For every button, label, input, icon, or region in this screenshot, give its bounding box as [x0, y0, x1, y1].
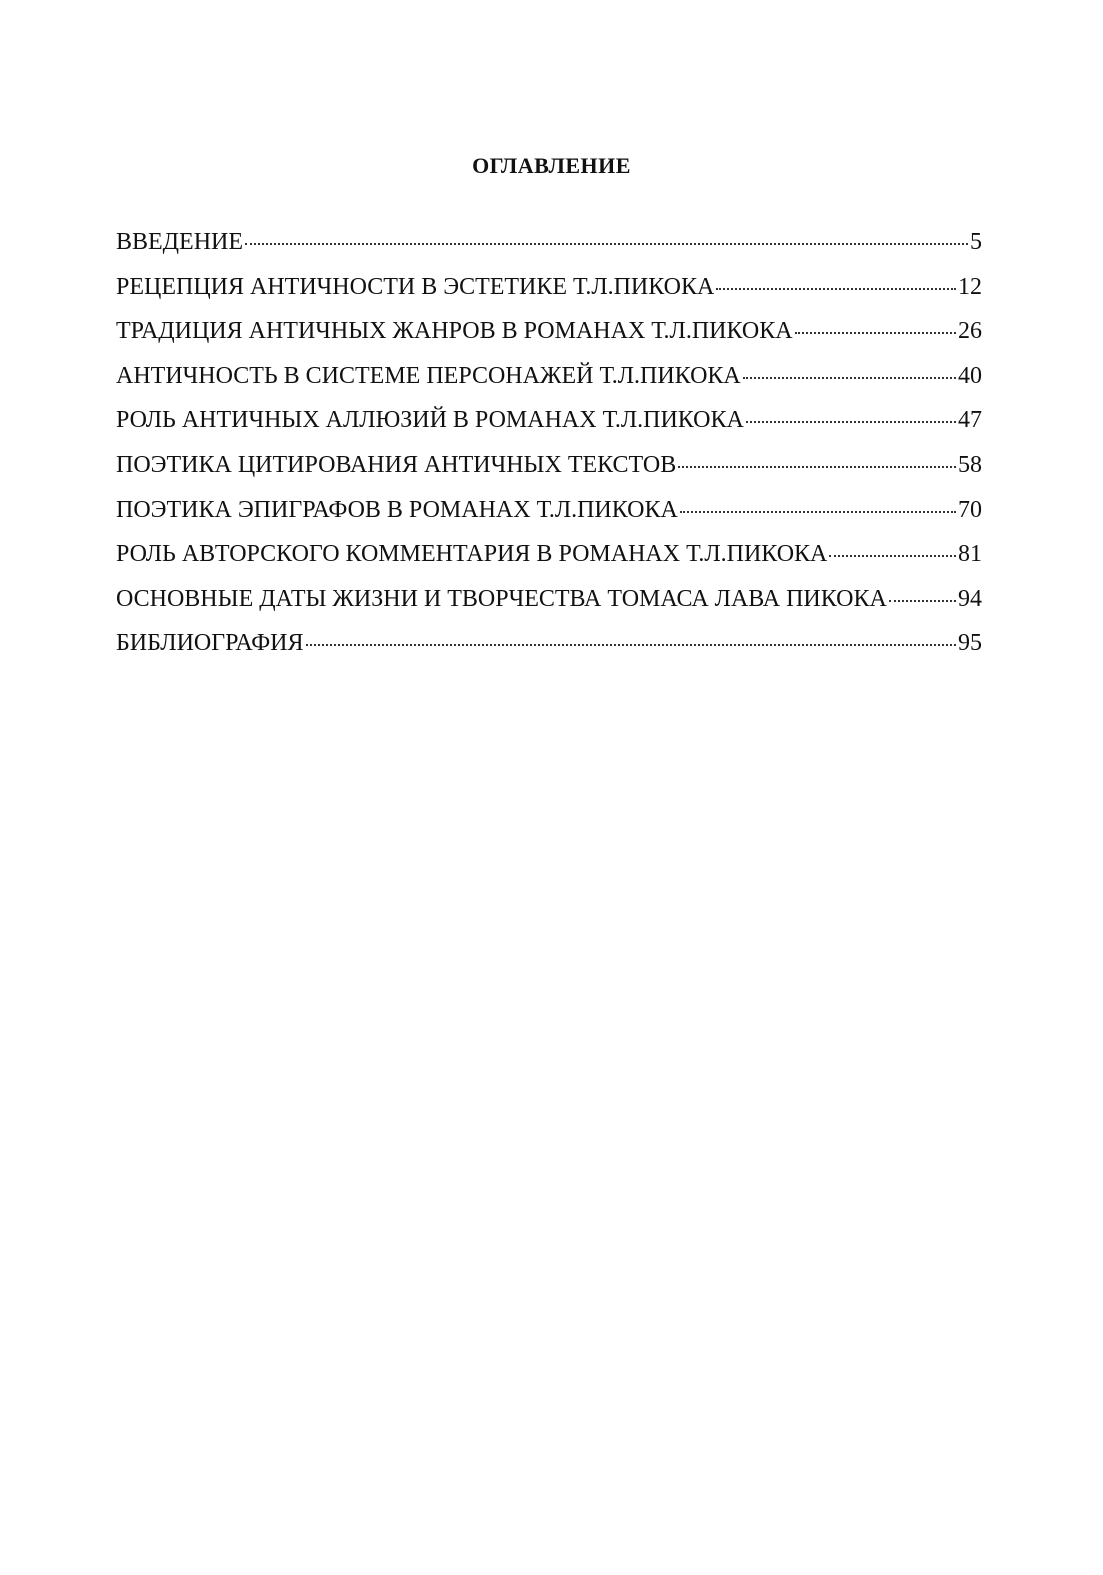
toc-entry[interactable]: [116, 625, 982, 670]
dot-leader: [716, 288, 956, 290]
page-title: ОГЛАВЛЕНИЕ: [472, 153, 631, 178]
toc-entry[interactable]: [116, 492, 982, 537]
toc-entry-page: 47: [958, 407, 982, 434]
toc-entry-label: ПОЭТИКА ЭПИГРАФОВ В РОМАНАХ Т.Л.ПИКОКА: [116, 496, 678, 523]
dot-leader: [680, 511, 956, 513]
toc-entry[interactable]: [116, 224, 982, 269]
toc-entry-page: 95: [958, 630, 982, 657]
toc-entry-label: БИБЛИОГРАФИЯ: [116, 630, 304, 657]
toc-entry[interactable]: [116, 402, 982, 447]
dot-leader: [306, 644, 956, 646]
toc-entry[interactable]: [116, 447, 982, 492]
dot-leader: [245, 243, 968, 245]
toc-entry-label: РЕЦЕПЦИЯ АНТИЧНОСТИ В ЭСТЕТИКЕ Т.Л.ПИКОКА: [116, 273, 715, 300]
toc-entry-page: 58: [958, 451, 982, 478]
dot-leader: [829, 555, 956, 557]
toc-entry[interactable]: [116, 269, 982, 314]
toc-entry-page: 40: [958, 362, 982, 389]
toc-entry[interactable]: [116, 536, 982, 581]
dot-leader: [795, 332, 956, 334]
toc-entry-label: ВВЕДЕНИЕ: [116, 229, 244, 255]
toc-entry-page: 26: [958, 318, 982, 345]
toc-entry[interactable]: [116, 313, 982, 358]
dot-leader: [889, 600, 956, 602]
toc-entry-page: 94: [958, 585, 982, 612]
toc-entry[interactable]: [116, 358, 982, 403]
toc-entry-label: РОЛЬ АНТИЧНЫХ АЛЛЮЗИЙ В РОМАНАХ Т.Л.ПИКОКА: [116, 407, 744, 434]
toc-entry-page: 70: [958, 496, 982, 523]
toc-entry-label: ПОЭТИКА ЦИТИРОВАНИЯ АНТИЧНЫХ ТЕКСТОВ: [116, 451, 677, 478]
dot-leader: [746, 421, 956, 423]
toc-entry-label: АНТИЧНОСТЬ В СИСТЕМЕ ПЕРСОНАЖЕЙ Т.Л.ПИКОКА: [116, 362, 741, 389]
table-of-contents: [116, 224, 982, 670]
toc-entry-label: РОЛЬ АВТОРСКОГО КОММЕНТАРИЯ В РОМАНАХ Т.Л.ПИКОКА: [116, 541, 828, 568]
toc-entry[interactable]: [116, 581, 982, 626]
dot-leader: [743, 377, 956, 379]
toc-entry-page: 5: [970, 229, 982, 255]
toc-entry-label: ТРАДИЦИЯ АНТИЧНЫХ ЖАНРОВ В РОМАНАХ Т.Л.ПИКОКА: [116, 318, 793, 345]
toc-entry-page: 81: [958, 541, 982, 568]
toc-entry-label: ОСНОВНЫЕ ДАТЫ ЖИЗНИ И ТВОРЧЕСТВА ТОМАСА ЛАВА ПИКОКА: [116, 585, 887, 612]
toc-entry-page: 12: [958, 273, 982, 300]
dot-leader: [678, 466, 956, 468]
